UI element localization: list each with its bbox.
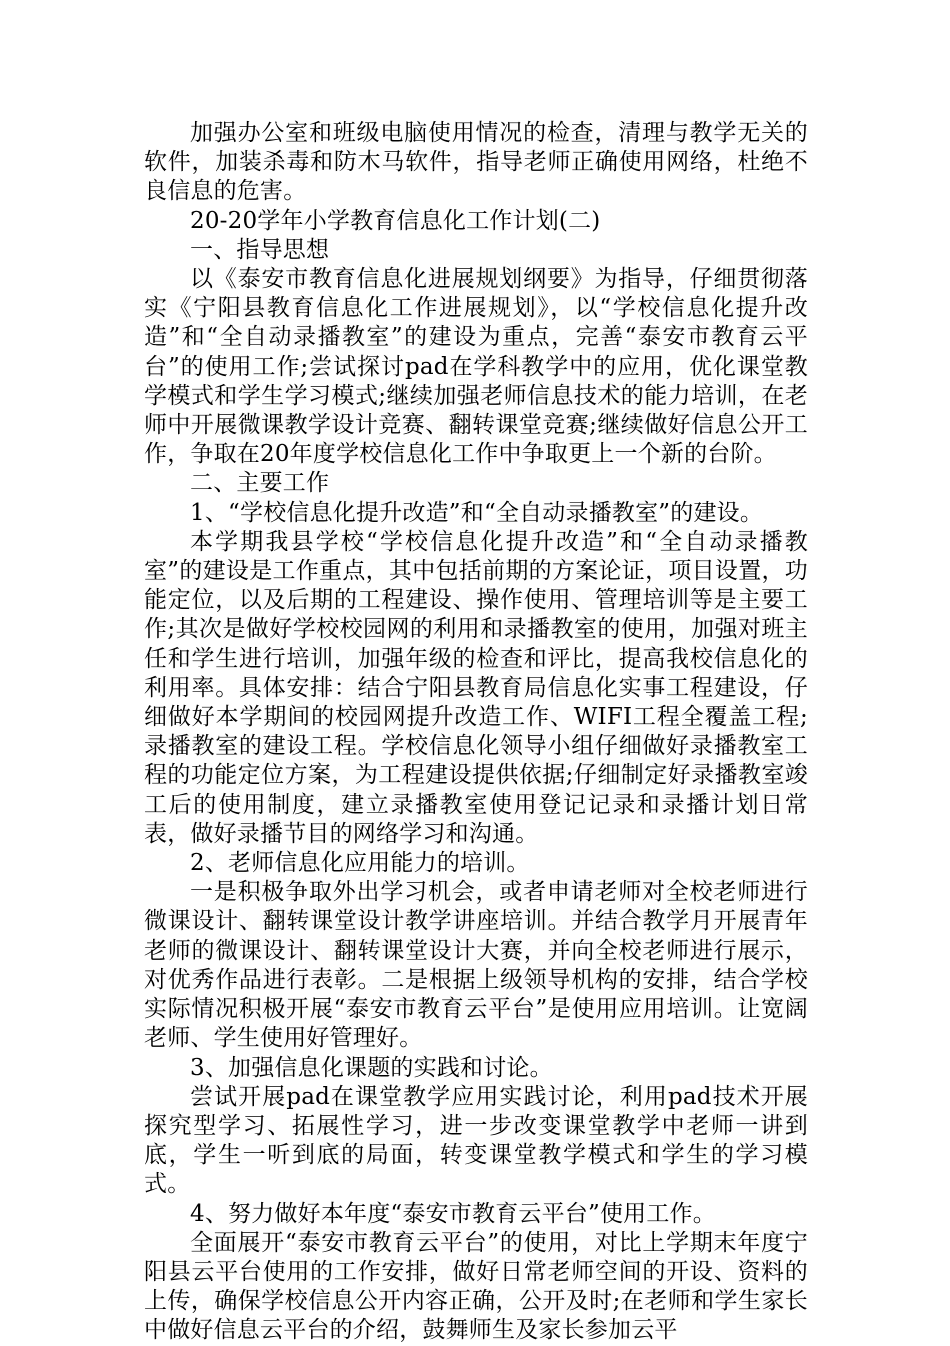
item-heading-4: 4、努力做好本年度“泰安市教育云平台”使用工作。 (190, 1200, 716, 1227)
item-heading-3: 3、加强信息化课题的实践和讨论。 (190, 1054, 553, 1081)
section-heading-main-work: 二、主要工作 (190, 470, 330, 497)
paragraph-item-1: 本学期我县学校“学校信息化提升改造”和“全自动录播教室”的建设是工作重点，其中包括前期的方案论证，项目设置，功能定位，以及后期的工程建设、操作使用、管理培训等是主要工作;其次是做好学校校园网的利用和录播教室的使用，加强对班主任和学生进行培训，加强年级的检查和评比，提高我校信息化的利用率。具体安排：结合宁阳县教育局信息化实事工程建设，仔细做好本学期间的校园网提升改造工作、WIFI工程全覆盖工程;录播教室的建设工程。学校信息化领导小组仔细做好录播教室工程的功能定位方案，为工程建设提供依据;仔细制定好录播教室竣工后的使用制度，建立录播教室使用登记记录和录播计划日常表，做好录播节目的网络学习和沟通。 (144, 528, 808, 847)
paragraph-item-4: 全面展开“泰安市教育云平台”的使用，对比上学期末年度宁阳县云平台使用的工作安排，做好日常老师空间的开设、资料的上传，确保学校信息公开内容正确，公开及时;在老师和学生家长中做好信息云平台的介绍，鼓舞师生及家长参加云平 (144, 1229, 808, 1344)
section-heading-guiding-ideology: 一、指导思想 (190, 236, 330, 263)
item-heading-1: 1、“学校信息化提升改造”和“全自动录播教室”的建设。 (190, 499, 764, 526)
document-title: 20-20学年小学教育信息化工作计划(二) (190, 207, 601, 234)
paragraph-item-2: 一是积极争取外出学习机会，或者申请老师对全校老师进行微课设计、翻转课堂设计教学讲座培训。并结合教学月开展青年老师的微课设计、翻转课堂设计大赛，并向全校老师进行展示，对优秀作品进行表彰。二是根据上级领导机构的安排，结合学校实际情况积极开展“泰安市教育云平台”是使用应用培训。让宽阔老师、学生使用好管理好。 (144, 879, 808, 1052)
paragraph-virus-protection: 加强办公室和班级电脑使用情况的检查，清理与教学无关的软件，加装杀毒和防木马软件，指导老师正确使用网络，杜绝不良信息的危害。 (144, 120, 808, 205)
paragraph-item-3: 尝试开展pad在课堂教学应用实践讨论，利用pad技术开展探究型学习、拓展性学习，进一步改变课堂教学中老师一讲到底，学生一听到底的局面，转变课堂教学模式和学生的学习模式。 (144, 1083, 808, 1198)
document-page (144, 119, 808, 1346)
item-heading-2: 2、老师信息化应用能力的培训。 (190, 850, 530, 877)
paragraph-guiding-ideology: 以《泰安市教育信息化进展规划纲要》为指导，仔细贯彻落实《宁阳县教育信息化工作进展规划》，以“学校信息化提升改造”和“全自动录播教室”的建设为重点，完善“泰安市教育云平台”的使用工作;尝试探讨pad在学科教学中的应用，优化课堂教学模式和学生学习模式;继续加强老师信息技术的能力培训，在老师中开展微课教学设计竞赛、翻转课堂竞赛;继续做好信息公开工作，争取在20年度学校信息化工作中争取更上一个新的台阶。 (144, 266, 808, 468)
